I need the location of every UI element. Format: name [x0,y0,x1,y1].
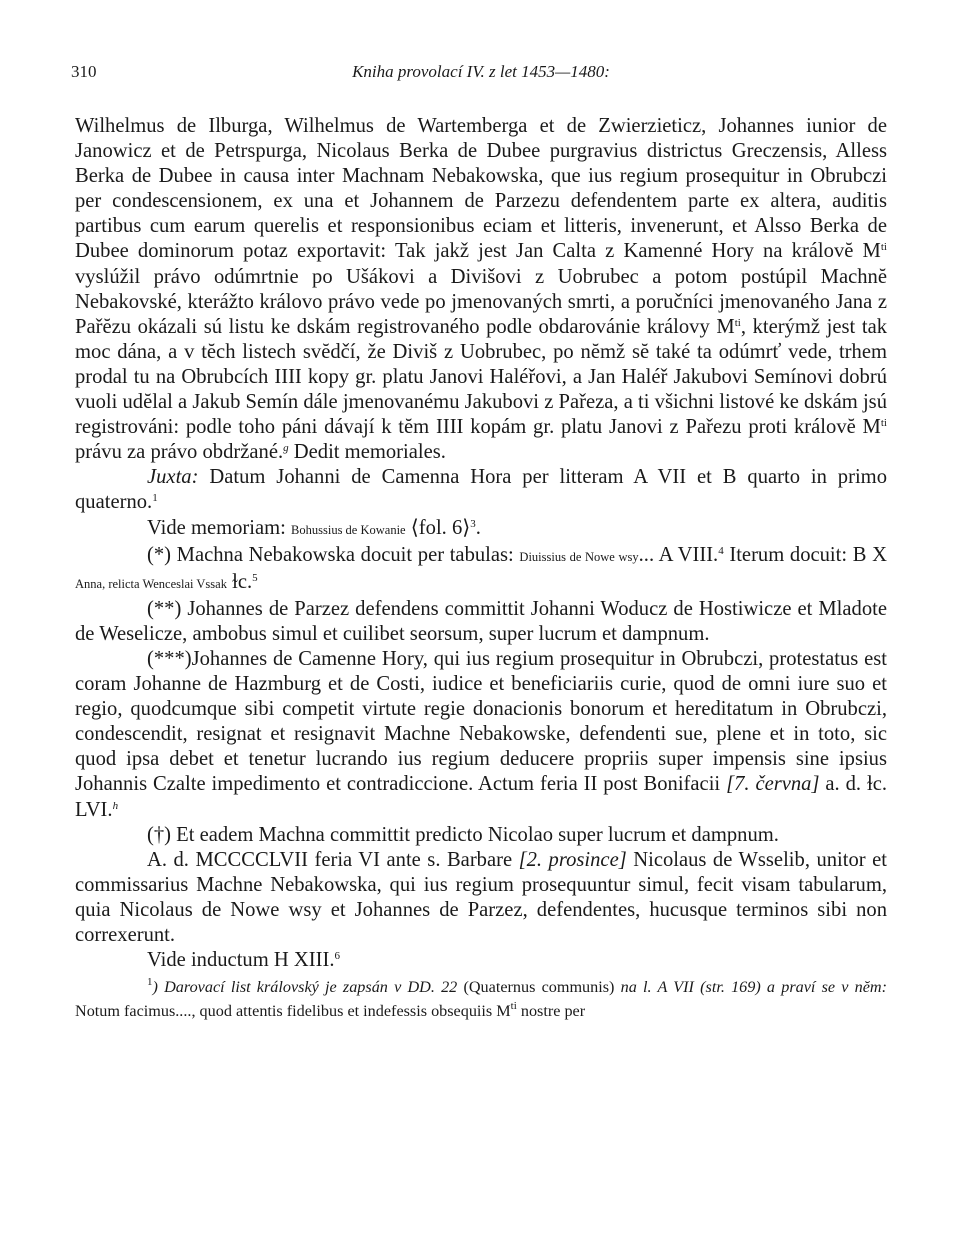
footnote-ref: 5 [252,571,258,584]
page-number: 310 [71,62,97,81]
text-run: Dedit memoriales. [288,441,446,464]
paragraph-vide-memoriam [75,516,887,543]
text-run: ... A VIII. [638,543,719,566]
small-text: Anna, relicta Wenceslai Vssak [75,576,227,591]
footnote-ref: 1 [152,492,158,505]
text-run: Iterum docuit: B X [723,543,887,566]
text-run: Vide inductum H XIII. [147,949,335,972]
footnote-ref: 4 [718,544,724,557]
text-run: (*) Machna Nebakowska docuit per tabulas: [147,543,520,566]
text-run: ⟨fol. 6⟩ [405,516,471,539]
italic-text: na l. A VII (str. 169) a praví se v nĕm: [620,978,888,997]
paragraph-juxta [75,465,887,515]
text-run: vyslúžil právo odúmrtnie po Ušákovi a Divišovi z Uobrubec a potom postúpil Machnĕ Nebakovské, kterážto královo právo vede po jmenovaných smrti, a poručníci jmenovaného Jana z Pařĕzu okázali sú listu ke dskám registrovaného podle obdarovánie královy M [75,265,887,338]
document-page [71,62,888,1232]
superscript: ti [734,316,741,329]
paragraph-docuit [75,543,887,597]
text-run: Nicolaus de Wsselib, unitor et commissarius Machne Nebakowska, qui ius regium prosequuntur simul, fecit visam tabularum, quia Nicolaus de Nowe wsy et Johannes de Parzez, defendentes, hucusque terminos sibi non correxerunt. [75,848,887,946]
footnote-text [75,975,887,1023]
text-run: Notum facimus...., quod attentis fidelibus et indefessis obsequiis M [75,1002,511,1021]
text-run: , kterýmž jest tak moc dána, a v tĕch listech svĕdčí, že Diviš z Uobrubec, po nĕmž sĕ také ta odúmrť vede, trhem prodal tu na Obrubcích IIII kopy gr. platu Janovi Haléřovi, a Jan Haléř Jakubovi Semínovi dobrú vuoli udĕlal a Jakub Semín dále jmenovanému Jakubovi z Pařeza, a ti všichni listové ke dskám jsú registrováni: podle toho páni dávají k tĕm IIII kopám gr. platu Janovi z Pařezu proti královĕ M [75,315,888,439]
running-title: Kniha provolací IV. z let 1453—1480: [352,62,610,81]
footnote [75,975,887,1023]
footnote-mark: g [283,442,289,455]
paragraph-vide-inductum [75,948,887,973]
text-run: Datum Johanni de Camenna Hora per litteram A VII et B quarto in primo quaterno. [75,466,887,514]
paragraph-visam [75,848,887,948]
footnote-ref: 3 [470,517,476,530]
paragraph-main [75,114,887,465]
footnote-ref: 6 [334,950,340,963]
text-run: (Quaternus communis) [457,978,621,997]
text-run: A. d. MCCCCLVII feria VI ante s. Barbare [147,848,519,871]
paragraph-defendens: (**) Johannes de Parzez defendens committit Johanni Woducz de Hostiwicze et Mladote de Weselicze, ambobus simul et cuilibet seorsum, super lucrum et dampnum. [75,597,887,645]
text-run: . [475,516,481,539]
paragraph-protestatus [75,647,887,823]
superscript: ti [510,1000,517,1013]
text-run: Vide memoriam: [147,516,292,539]
text-run: Wilhelmus de Ilburga, Wilhelmus de Wartemberga et de Zwierzieticz, Johannes iunior de Janowicz et de Petrspurga, Nicolaus Berka de Dubee purgravius districtus Greczensis, Alless Berka de Dubee in causa inter Machnam Nebakowska, que ius regium prosequitur in Obrubczi per condescensionem, ex una et Johannem de Parzezu defendentem parte ex altera, auditis partibus cum earum querelis et responsionibus eciam et litteris, invenerunt, et Alsso Berka de Dubee dominorum potaz exportavit: Tak jakž jest Jan Calta z Kamenné Hory na královĕ M [75,115,887,263]
italic-date: [2. prosince] [518,848,627,871]
juxta-label: Juxta: [147,466,199,489]
small-text: Bohussius de Kowanie [291,522,406,537]
text-run: a. d. ɫc. LVI. [75,773,887,821]
footnote-number: 1 [147,976,153,989]
footnote-mark: h [112,799,119,812]
page-header [71,62,887,92]
small-text: Diuissius de Nowe wsy [519,549,639,564]
text-run: právu za právo obdržané. [75,441,284,464]
text-run: (***)Johannes de Camenne Hory, qui ius regium prosequitur in Obrubczi, protestatus est coram Johanne de Hazmburg et de Costi, iudice et beneficiariis curie, quod de omni iure suo et regio, quodcumque sibi competit virtute regie donacionis bonorum et hereditatum in Obrubczi, condescendit, resignat et resignavit Machne Nebakowske, defendenti sue, plene et in toto, sic quod ipsa debet et tenetur lucrando ius regium deducere propriis super impensis sine ipsius Johannis Czalte impedimento et contradiccione. Actum feria II post Bonifacii [75,647,887,796]
superscript: ti [880,241,887,254]
superscript: ti [880,417,887,430]
text-run: ɫc. [226,570,253,593]
italic-text: ) Darovací list královský je zapsán v DD. 22 [152,978,458,997]
text-run: nostre per [516,1002,586,1021]
italic-date: [7. června] [726,773,820,796]
paragraph-committit: (†) Et eadem Machna committit predicto Nicolao super lucrum et dampnum. [147,823,779,846]
page-body [75,114,887,1023]
